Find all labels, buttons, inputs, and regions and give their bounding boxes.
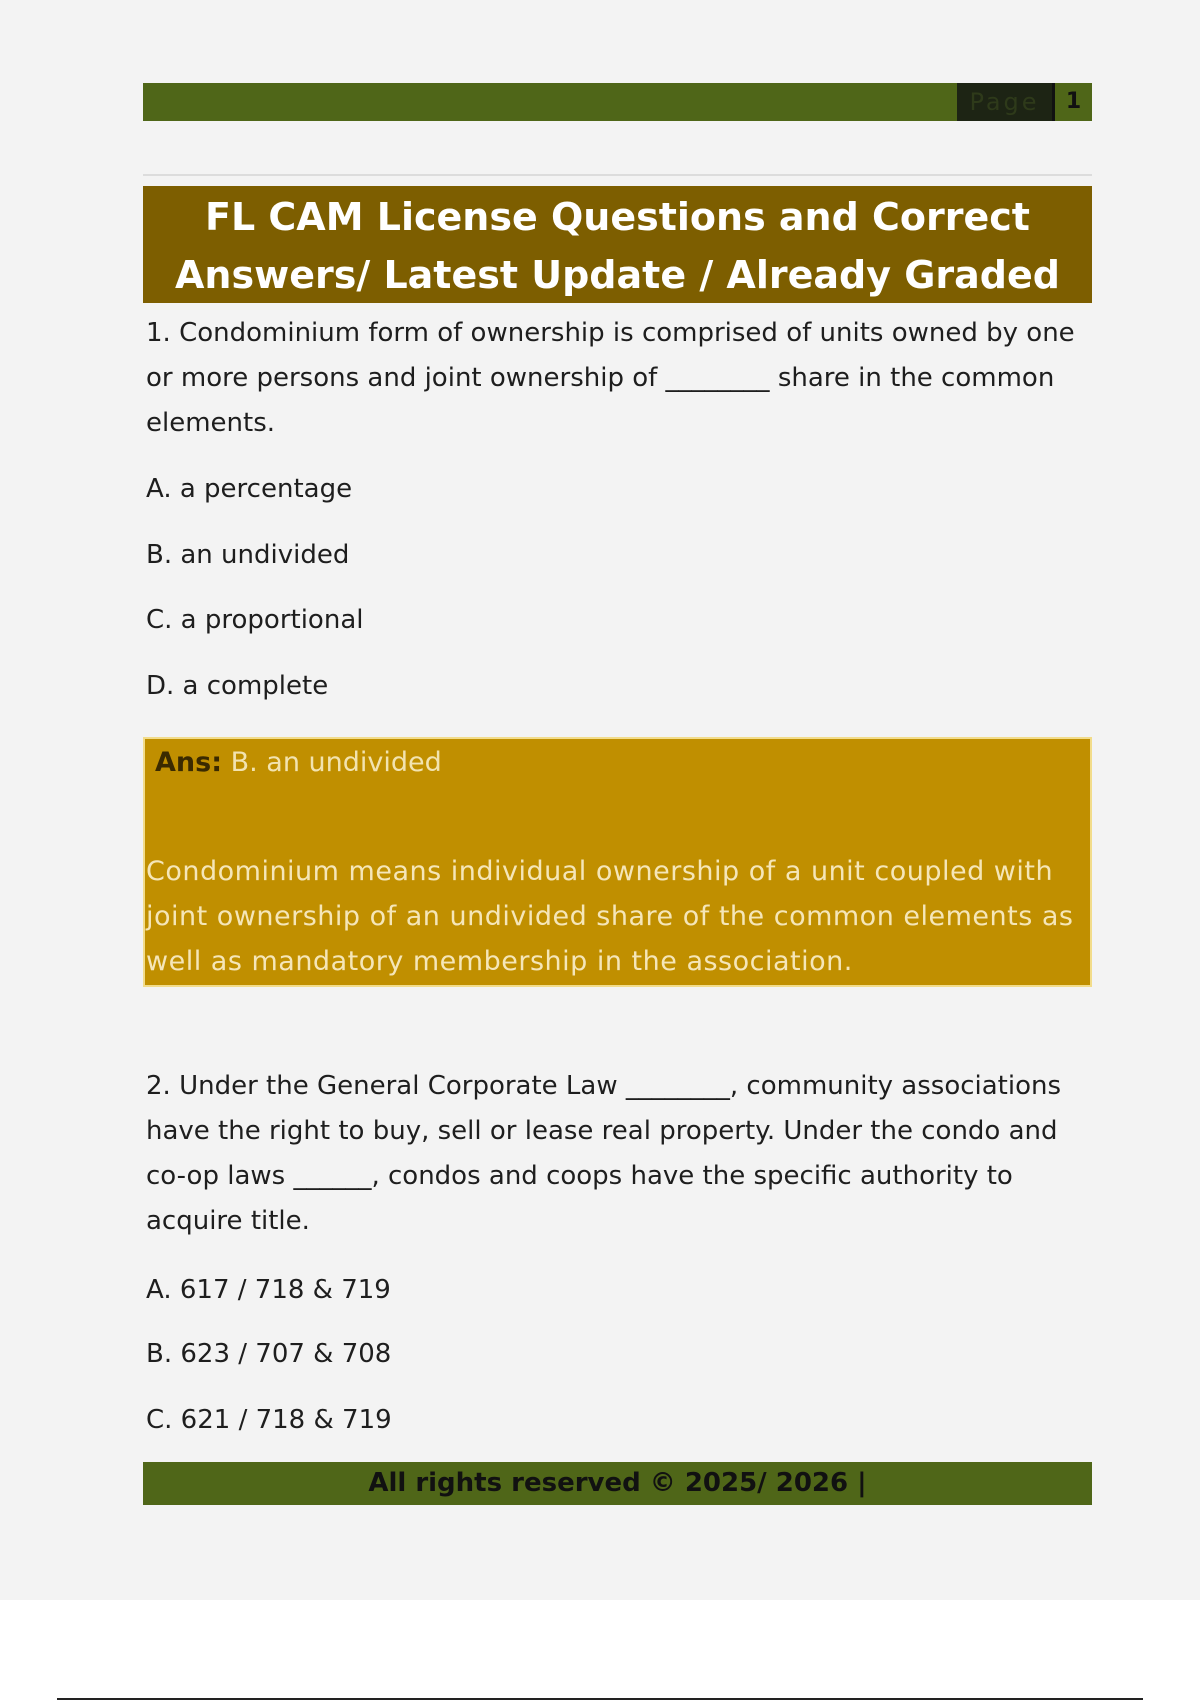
question-2-option-a: A. 617 / 718 & 719 [146, 1275, 391, 1305]
question-2-option-c: C. 621 / 718 & 719 [146, 1405, 392, 1435]
question-1-option-a: A. a percentage [146, 474, 353, 504]
question-1-option-b: B. an undivided [146, 540, 350, 570]
page-number: 1 [1052, 83, 1092, 121]
answer-value: B. an undivided [230, 747, 442, 778]
question-2-text: 2. Under the General Corporate Law ________, community associations have the right to buy, sell or lease real property. Under the condo and co-op laws ______, condos and coops have the specific authority to acquire title. [146, 1071, 1062, 1236]
question-1-text: 1. Condominium form of ownership is comprised of units owned by one or more persons and joint ownership of ________ share in the common elements. [146, 318, 1075, 438]
answer-explanation: Condominium means individual ownership of a unit coupled with joint ownership of an undivided share of the common elements as well as mandatory membership in the association. [146, 856, 1074, 977]
question-1-option-d: D. a complete [146, 671, 329, 701]
answer-box [143, 737, 1092, 987]
title-line-2: Answers/ Latest Update / Already Graded [175, 253, 1060, 297]
document-title [143, 186, 1092, 303]
question-2-option-b: B. 623 / 707 & 708 [146, 1339, 392, 1369]
answer-heading [155, 743, 442, 783]
answer-label: Ans: [155, 747, 222, 778]
header-divider [143, 174, 1092, 176]
footer-bar: All rights reserved © 2025/ 2026 | [143, 1462, 1092, 1505]
header-bar [143, 83, 1092, 121]
title-line-1: FL CAM License Questions and Correct [205, 195, 1030, 239]
page-label-text: Page [969, 88, 1040, 116]
question-1-option-c: C. a proportional [146, 605, 364, 635]
page-label [957, 83, 1052, 121]
